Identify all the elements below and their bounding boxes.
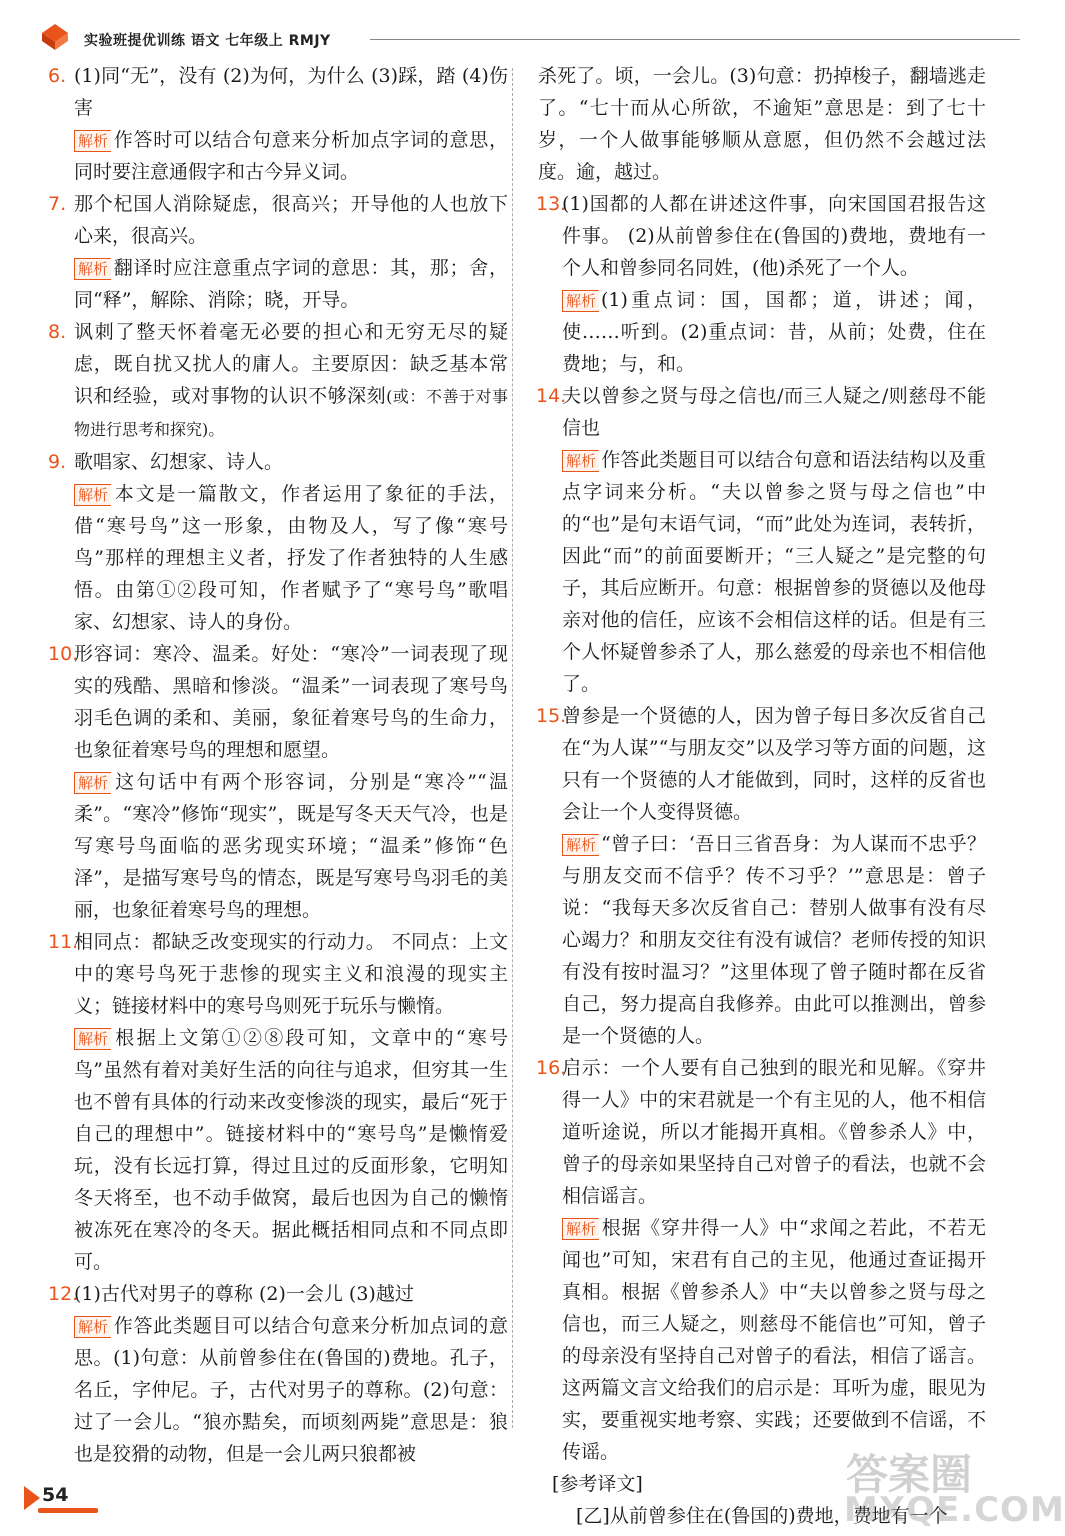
analysis-12 <box>74 1310 508 1470</box>
answer-text: 形容词：寒冷、温柔。好处：“寒冷”一词表现了现实的残酷、黑暗和惨淡。“温柔”一词表现了寒号鸟羽毛色调的柔和、美丽，象征着寒号鸟的生命力，也象征着寒号鸟的理想和愿望。 <box>74 643 508 761</box>
answer-8 <box>50 316 508 446</box>
reference-translation-heading: [参考译文] <box>552 1473 643 1495</box>
analysis-tag: 解析 <box>562 290 599 312</box>
analysis-6 <box>74 124 508 188</box>
analysis-text: 作答此类题目可以结合句意和语法结构以及重点字词来分析。“夫以曾参之贤与母之信也”中的“也”是句末语气词，“而”此处为连词，表转折，因此“而”的前面要断开；“三人疑之”是完整的句子，其后应断开。句意：根据曾参的贤德以及他母亲对他的信任，应该不会相信这样的话。但是有三个人怀疑曾参杀了人，那么慈爱的母亲也不相信他了。 <box>562 449 986 695</box>
analysis-11 <box>74 1022 508 1278</box>
reference-translation-text: [乙]从前曾参住在(鲁国的)费地，费地有一个 <box>576 1505 948 1527</box>
answer-13 <box>538 188 986 284</box>
analysis-tag: 解析 <box>74 1316 111 1338</box>
question-number: 14. <box>536 385 567 407</box>
analysis-16 <box>562 1212 986 1468</box>
question-number: 10. <box>48 643 79 665</box>
analysis-9 <box>74 478 508 638</box>
analysis-tag: 解析 <box>74 130 111 152</box>
analysis-tag: 解析 <box>74 258 111 280</box>
analysis-tag: 解析 <box>562 1218 599 1240</box>
question-number: 16. <box>536 1057 567 1079</box>
question-number: 15. <box>536 705 567 727</box>
page-header <box>40 22 1010 54</box>
answer-text: (1)古代对男子的尊称 (2)一会儿 (3)越过 <box>74 1283 414 1305</box>
answer-10 <box>50 638 508 766</box>
answer-6 <box>50 60 508 124</box>
answer-9 <box>50 446 508 478</box>
page-underline <box>38 1508 98 1513</box>
question-number: 11. <box>48 931 79 953</box>
analysis-text: 根据《穿井得一人》中“求闻之若此，不若无闻也”可知，宋君有自己的主见，他通过查证揭开真相。根据《曾参杀人》中“夫以曾参之贤与母之信也，而三人疑之，则慈母不能信也”可知，曾子的母亲没有坚持自己对曾子的看法，相信了谣言。这两篇文言文给我们的启示是：耳听为虚，眼见为实，要重视实地考察、实践；还要做到不信谣，不传谣。 <box>562 1217 986 1463</box>
analysis-text: 作答此类题目可以结合句意来分析加点词的意思。(1)句意：从前曾参住在(鲁国的)费地。孔子，名丘，字仲尼。子，古代对男子的尊称。(2)句意：过了一会儿。“狼亦黠矣，而顷刻两毙”意思是：狼也是狡猾的动物，但是一会儿两只狼都被 <box>74 1315 508 1465</box>
answer-16 <box>538 1052 986 1212</box>
analysis-tag: 解析 <box>562 834 599 856</box>
header-rule <box>370 39 1020 40</box>
page-arrow-icon <box>24 1486 40 1510</box>
answer-text: 启示：一个人要有自己独到的眼光和见解。《穿井得一人》中的宋君就是一个有主见的人，他不相信道听途说，所以才能揭开真相。《曾参杀人》中，曾子的母亲如果坚持自己对曾子的看法，也就不会相信谣言。 <box>562 1057 986 1207</box>
analysis-12-continued: 杀死了。顷，一会儿。(3)句意：扔掉梭子，翻墙逃走了。“七十而从心所欲，不逾矩”意思是：到了七十岁，一个人做事能够顺从意愿，但仍然不会越过法度。逾，越过。 <box>538 65 986 183</box>
header-title: 实验班提优训练 语文 七年级上 RMJY <box>84 33 331 49</box>
analysis-text: (1)重点词：国，国都；道，讲述；闻，使……听到。(2)重点词：昔，从前；处费，住在费地；与，和。 <box>562 289 986 375</box>
analysis-text: 本文是一篇散文，作者运用了象征的手法，借“寒号鸟”这一形象，由物及人，写了像“寒号鸟”那样的理想主义者，抒发了作者独特的人生感悟。由第①②段可知，作者赋予了“寒号鸟”歌唱家、幻想家、诗人的身份。 <box>74 483 508 633</box>
question-number: 13. <box>536 193 567 215</box>
red-book-logo-icon <box>40 22 70 52</box>
analysis-text: 翻译时应注意重点字词的意思：其，那；舍，同“释”，解除、消除；晓，开导。 <box>74 257 508 311</box>
answer-text: 那个杞国人消除疑虑，很高兴；开导他的人也放下心来，很高兴。 <box>74 193 508 247</box>
analysis-tag: 解析 <box>562 450 599 472</box>
answer-text: 相同点：都缺乏改变现实的行动力。 不同点：上文中的寒号鸟死于悲惨的现实主义和浪漫的现实主义；链接材料中的寒号鸟则死于玩乐与懒惰。 <box>74 931 508 1017</box>
answer-text: 曾参是一个贤德的人，因为曾子每日多次反省自己在“为人谋”“与朋友交”以及学习等方面的问题，这只有一个贤德的人才能做到，同时，这样的反省也会让一个人变得贤德。 <box>562 705 986 823</box>
analysis-text: 这句话中有两个形容词，分别是“寒冷”“温柔”。“寒冷”修饰“现实”，既是写冬天天气冷，也是写寒号鸟面临的恶劣现实环境；“温柔”修饰“色泽”，是描写寒号鸟的情态，既是写寒号鸟羽毛的美丽，也象征着寒号鸟的理想。 <box>74 771 508 921</box>
analysis-text: 根据上文第①②⑧段可知，文章中的“寒号鸟”虽然有着对美好生活的向往与追求，但穷其一生也不曾有具体的行动来改变惨淡的现实，最后“死于自己的理想中”。链接材料中的“寒号鸟”是懒惰爱玩，没有长远打算，得过且过的反面形象，它明知冬天将至，也不动手做窝，最后也因为自己的懒惰被冻死在寒冷的冬天。据此概括相同点和不同点即可。 <box>74 1027 508 1273</box>
left-column <box>50 60 508 1470</box>
analysis-tag: 解析 <box>74 772 111 794</box>
question-number: 6. <box>48 65 67 87</box>
analysis-tag: 解析 <box>74 1028 111 1050</box>
answer-text: 讽刺了整天怀着毫无必要的担心和无穷无尽的疑虑，既自扰又扰人的庸人。主要原因：缺乏基本常识和经验，或对事物的认识不够深刻 <box>74 321 508 407</box>
answer-text: (1)国都的人都在讲述这件事，向宋国国君报告这件事。 (2)从前曾参住在(鲁国的)费地，费地有一个人和曾参同名同姓，(他)杀死了一个人。 <box>562 193 986 279</box>
page-number: 54 <box>42 1484 69 1506</box>
column-divider <box>512 68 513 1428</box>
right-column <box>538 60 986 1532</box>
analysis-text: 作答时可以结合句意来分析加点字词的意思，同时要注意通假字和古今异义词。 <box>74 129 508 183</box>
answer-7 <box>50 188 508 252</box>
analysis-10 <box>74 766 508 926</box>
question-number: 7. <box>48 193 67 215</box>
analysis-14 <box>562 444 986 700</box>
answer-11 <box>50 926 508 1022</box>
answer-text: 歌唱家、幻想家、诗人。 <box>74 451 284 473</box>
analysis-15 <box>562 828 986 1052</box>
question-number: 12. <box>48 1283 79 1305</box>
answer-text: (1)同“无”，没有 (2)为何，为什么 (3)踩，踏 (4)伤害 <box>74 65 508 119</box>
answer-14 <box>538 380 986 444</box>
analysis-tag: 解析 <box>74 484 111 506</box>
analysis-13 <box>562 284 986 380</box>
answer-12 <box>50 1278 508 1310</box>
answer-15 <box>538 700 986 828</box>
analysis-7 <box>74 252 508 316</box>
watermark-url-text: MXQE.COM <box>844 1490 1065 1530</box>
question-number: 9. <box>48 451 67 473</box>
question-number: 8. <box>48 321 67 343</box>
page-number-badge <box>24 1482 84 1512</box>
watermark-logo <box>836 1440 1065 1532</box>
answer-text: 夫以曾参之贤与母之信也/而三人疑之/则慈母不能信也 <box>562 385 986 439</box>
answer-alt-text: (或：不善于对事物进行思考和探究)。 <box>74 387 508 439</box>
analysis-text: “曾子曰：‘吾日三省吾身：为人谋而不忠乎？与朋友交而不信乎？传不习乎？’”意思是：曾子说：“我每天多次反省自己：替别人做事有没有尽心竭力？和朋友交往有没有诚信？老师传授的知识有没有按时温习？”这里体现了曾子随时都在反省自己，努力提高自我修养。由此可以推测出，曾参是一个贤德的人。 <box>562 833 986 1047</box>
watermark-top-text: 答案圈 <box>846 1450 973 1499</box>
